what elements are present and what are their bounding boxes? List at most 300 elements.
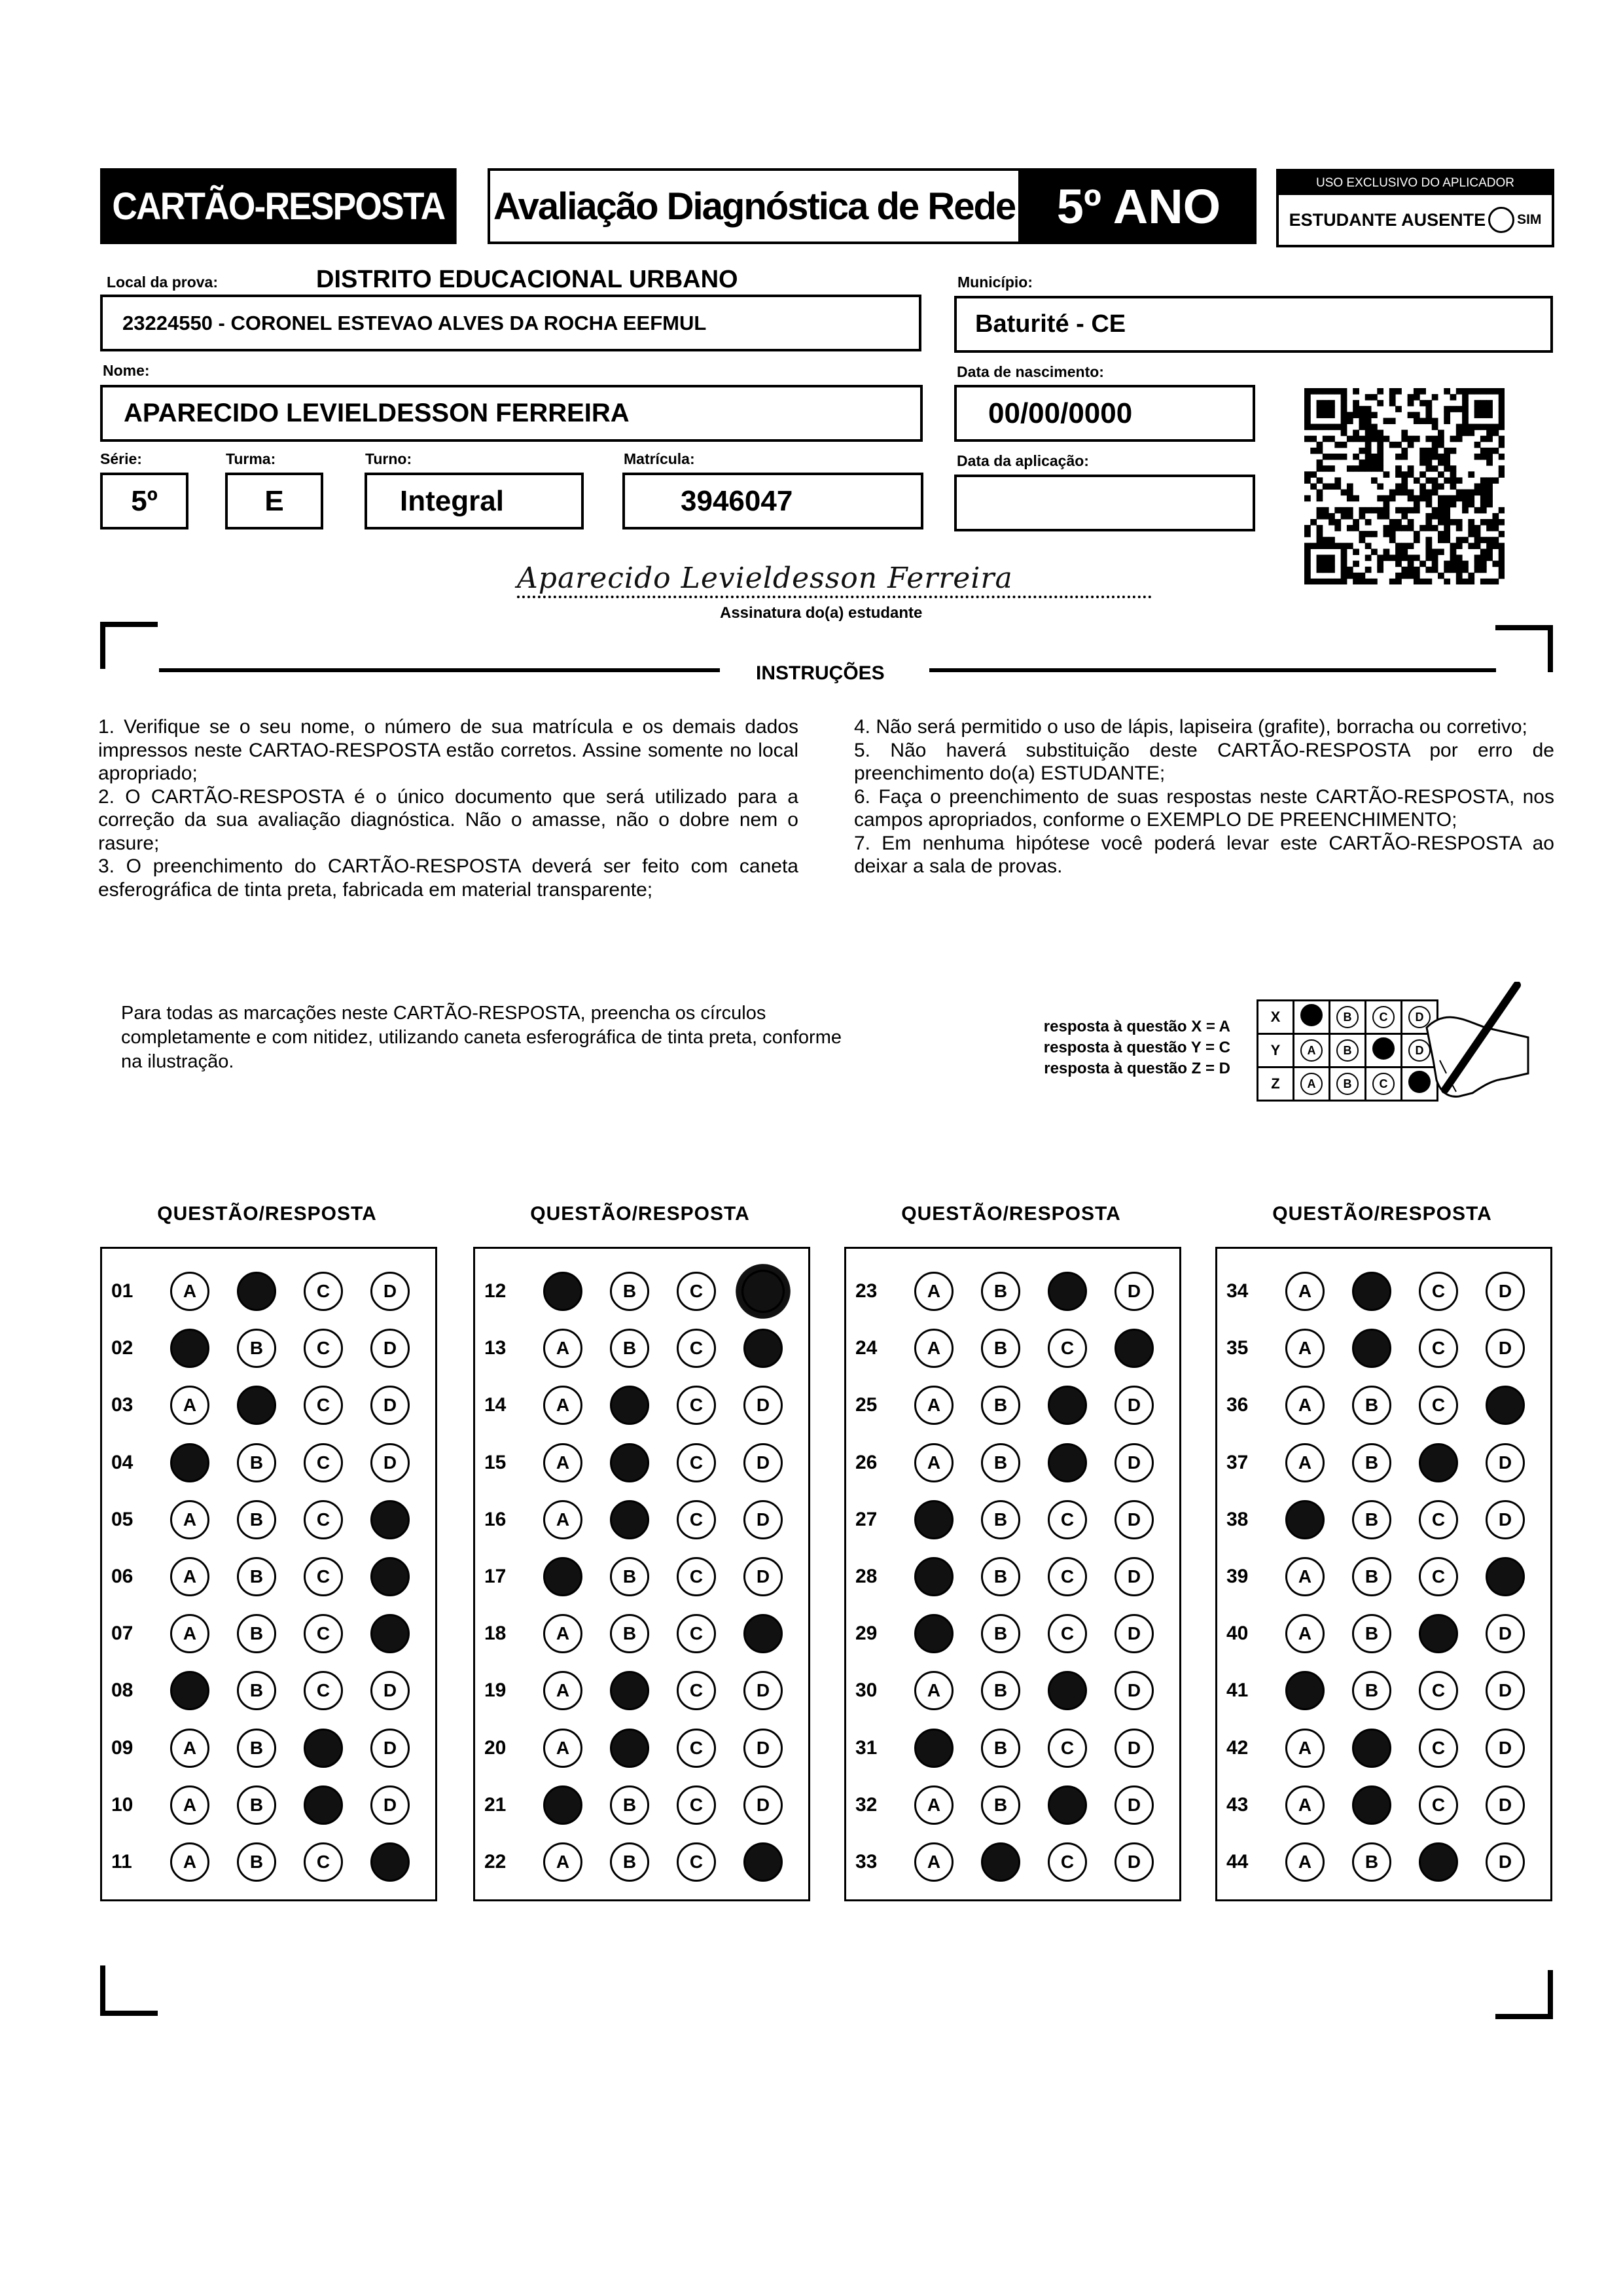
- answer-bubble-a[interactable]: A: [914, 1671, 954, 1710]
- nome-label: Nome:: [103, 362, 150, 379]
- answer-bubble-a[interactable]: A: [543, 1500, 582, 1539]
- answer-bubble-d[interactable]: D: [743, 1500, 783, 1539]
- answer-row: [102, 1782, 437, 1828]
- nascimento-label: Data de nascimento:: [957, 363, 1104, 380]
- signature-line: [517, 596, 1152, 598]
- answer-bubble-b[interactable]: B: [237, 1842, 276, 1882]
- corner-mark-top-right-v: [1548, 625, 1553, 672]
- answer-bubble-a[interactable]: A: [170, 1500, 209, 1539]
- answer-bubble-b[interactable]: B: [237, 1671, 276, 1710]
- aplicacao-field[interactable]: [954, 475, 1255, 531]
- answer-bubble-b[interactable]: B: [981, 1500, 1020, 1539]
- answer-bubble-c[interactable]: C: [304, 1614, 343, 1653]
- answer-bubble-c[interactable]: C: [1048, 1842, 1087, 1882]
- question-number: 35: [1226, 1337, 1249, 1359]
- answer-bubble-c[interactable]: C: [1419, 1671, 1458, 1710]
- answer-bubble-d[interactable]: D: [370, 1671, 410, 1710]
- answer-bubble-d[interactable]: D: [1115, 1386, 1154, 1425]
- answer-bubble-c[interactable]: C: [304, 1386, 343, 1425]
- answer-row: [846, 1668, 1181, 1713]
- answer-row: [846, 1725, 1181, 1771]
- question-number: 10: [111, 1793, 134, 1816]
- example-row: [1258, 1067, 1438, 1101]
- answer-row: [1217, 1440, 1552, 1486]
- instruction-item: 6. Faça o preenchimento de suas respostas neste CARTÃO-RESPOSTA, nos campos apropriados, conforme o EXEMPLO DE PREENCHIMENTO;: [854, 785, 1554, 831]
- answer-bubble-a[interactable]: A: [1285, 1557, 1325, 1596]
- local-district: DISTRITO EDUCACIONAL URBANO: [316, 266, 738, 293]
- answer-bubble-a[interactable]: [170, 1329, 209, 1368]
- answer-bubble-b[interactable]: B: [610, 1272, 649, 1311]
- answer-bubble-c[interactable]: C: [1419, 1557, 1458, 1596]
- answer-bubble-b[interactable]: B: [610, 1614, 649, 1653]
- corner-mark-top-right: [1495, 625, 1553, 630]
- answer-bubble-d[interactable]: [370, 1842, 410, 1882]
- answer-bubble-d[interactable]: [370, 1614, 410, 1653]
- example-bubble-c: C: [1372, 1006, 1395, 1028]
- answer-bubble-b[interactable]: B: [237, 1500, 276, 1539]
- answer-row: [102, 1725, 437, 1771]
- answer-bubble-a[interactable]: A: [170, 1386, 209, 1425]
- answer-row: [846, 1325, 1181, 1371]
- example-answer-line: resposta à questão Z = D: [1044, 1060, 1230, 1077]
- answer-bubble-a[interactable]: A: [543, 1386, 582, 1425]
- answer-bubble-b[interactable]: [610, 1386, 649, 1425]
- question-number: 14: [484, 1394, 507, 1416]
- answer-bubble-a[interactable]: A: [914, 1386, 954, 1425]
- answer-bubble-b[interactable]: B: [981, 1729, 1020, 1768]
- instructions-rule-left: [159, 668, 720, 672]
- answer-bubble-c[interactable]: C: [304, 1443, 343, 1482]
- answer-bubble-d[interactable]: [743, 1614, 783, 1653]
- answer-bubble-d[interactable]: D: [1486, 1729, 1525, 1768]
- question-number: 15: [484, 1451, 507, 1473]
- answer-bubble-b[interactable]: B: [237, 1329, 276, 1368]
- answer-bubble-c[interactable]: C: [304, 1329, 343, 1368]
- answer-bubble-c[interactable]: C: [677, 1443, 716, 1482]
- answer-row: [1217, 1839, 1552, 1885]
- question-number: 37: [1226, 1451, 1249, 1473]
- answer-bubble-b[interactable]: [1352, 1785, 1391, 1825]
- example-row: [1258, 1034, 1438, 1067]
- instructions-rule-right: [929, 668, 1496, 672]
- answer-bubble-b[interactable]: [1352, 1329, 1391, 1368]
- example-bubble-b: B: [1336, 1006, 1359, 1028]
- answer-bubble-b[interactable]: B: [237, 1785, 276, 1825]
- instruction-item: 7. Em nenhuma hipótese você poderá levar este CARTÃO-RESPOSTA ao deixar a sala de provas.: [854, 832, 1554, 877]
- answer-bubble-c[interactable]: C: [1048, 1557, 1087, 1596]
- answer-bubble-d[interactable]: D: [743, 1729, 783, 1768]
- answer-bubble-a[interactable]: [914, 1500, 954, 1539]
- answer-bubble-d[interactable]: D: [1486, 1500, 1525, 1539]
- question-number: 22: [484, 1851, 507, 1873]
- question-number: 06: [111, 1566, 134, 1587]
- corner-mark-top-left-v: [100, 622, 105, 669]
- answer-bubble-a[interactable]: [1285, 1671, 1325, 1710]
- answer-bubble-c[interactable]: C: [677, 1785, 716, 1825]
- answer-bubble-b[interactable]: [1352, 1729, 1391, 1768]
- nome-field: APARECIDO LEVIELDESSON FERREIRA: [100, 385, 923, 442]
- absent-label: ESTUDANTE AUSENTE: [1289, 209, 1486, 230]
- matricula-label: Matrícula:: [624, 450, 695, 467]
- answer-bubble-a[interactable]: A: [543, 1443, 582, 1482]
- signature-label: Assinatura do(a) estudante: [720, 604, 923, 622]
- instruction-item: 5. Não haverá substituição deste CARTÃO-RESPOSTA por erro de preenchimento do(a) ESTUDANTE;: [854, 739, 1554, 784]
- example-grid: [1257, 999, 1438, 1102]
- answer-bubble-d[interactable]: D: [1486, 1614, 1525, 1653]
- turma-label: Turma:: [226, 450, 276, 467]
- answer-bubble-a[interactable]: [1285, 1500, 1325, 1539]
- answer-bubble-c[interactable]: C: [677, 1671, 716, 1710]
- question-number: 31: [855, 1736, 878, 1759]
- question-number: 20: [484, 1736, 507, 1759]
- answer-bubble-c[interactable]: C: [677, 1386, 716, 1425]
- example-bubble-a: [1300, 1004, 1323, 1026]
- example-cell: [1294, 1034, 1330, 1067]
- example-bubble-c: C: [1372, 1073, 1395, 1095]
- example-question-label: Z: [1258, 1067, 1294, 1101]
- corner-mark-bottom-left-v: [100, 1965, 105, 2016]
- corner-mark-bottom-left: [100, 2011, 158, 2016]
- example-bubble-b: B: [1336, 1073, 1359, 1095]
- answer-bubble-d[interactable]: [370, 1557, 410, 1596]
- answer-bubble-c[interactable]: C: [1048, 1614, 1087, 1653]
- answer-bubble-b[interactable]: B: [981, 1614, 1020, 1653]
- example-bubble-d: D: [1408, 1006, 1431, 1028]
- nascimento-field: 00/00/0000: [954, 385, 1255, 442]
- answer-bubble-d[interactable]: D: [370, 1785, 410, 1825]
- answer-bubble-a[interactable]: [914, 1729, 954, 1768]
- answer-bubble-b[interactable]: B: [981, 1671, 1020, 1710]
- example-question-label: Y: [1258, 1034, 1294, 1067]
- answer-bubble-a[interactable]: A: [543, 1329, 582, 1368]
- answer-bubble-b[interactable]: B: [1352, 1557, 1391, 1596]
- answer-bubble-a[interactable]: A: [1285, 1785, 1325, 1825]
- answer-bubble-c[interactable]: C: [677, 1272, 716, 1311]
- answer-bubble-d[interactable]: D: [1115, 1272, 1154, 1311]
- answer-bubble-c[interactable]: [1048, 1785, 1087, 1825]
- answer-bubble-c[interactable]: C: [304, 1671, 343, 1710]
- answer-bubble-b[interactable]: B: [1352, 1614, 1391, 1653]
- answer-bubble-d[interactable]: D: [1486, 1785, 1525, 1825]
- answer-bubble-d[interactable]: D: [370, 1443, 410, 1482]
- answer-bubble-a[interactable]: A: [914, 1785, 954, 1825]
- answer-bubble-a[interactable]: A: [170, 1557, 209, 1596]
- answer-bubble-a[interactable]: A: [1285, 1614, 1325, 1653]
- answer-bubble-d[interactable]: D: [1115, 1785, 1154, 1825]
- answer-bubble-c[interactable]: [304, 1785, 343, 1825]
- instruction-item: 4. Não será permitido o uso de lápis, lapiseira (grafite), borracha ou corretivo;: [854, 716, 1527, 738]
- answer-bubble-b[interactable]: B: [981, 1329, 1020, 1368]
- answer-bubble-b[interactable]: B: [981, 1386, 1020, 1425]
- answer-bubble-a[interactable]: [170, 1443, 209, 1482]
- answer-column-1: [100, 1247, 437, 1901]
- answer-row: [102, 1668, 437, 1713]
- answer-bubble-a[interactable]: A: [914, 1272, 954, 1311]
- answer-bubble-d[interactable]: [743, 1842, 783, 1882]
- answer-bubble-d[interactable]: [1115, 1329, 1154, 1368]
- question-number: 44: [1226, 1851, 1249, 1873]
- serie-label: Série:: [100, 450, 142, 467]
- answer-bubble-d[interactable]: D: [1115, 1729, 1154, 1768]
- turno-label: Turno:: [365, 450, 412, 467]
- qr-code-icon: [1304, 388, 1505, 584]
- answer-bubble-d[interactable]: D: [1486, 1272, 1525, 1311]
- answer-bubble-a[interactable]: A: [914, 1443, 954, 1482]
- answer-bubble-c[interactable]: C: [304, 1272, 343, 1311]
- answer-section-title: QUESTÃO/RESPOSTA: [901, 1203, 1121, 1225]
- instruction-item: 3. O preenchimento do CARTÃO-RESPOSTA deverá ser feito com caneta esferográfica de tinta preta, fabricada em material transparente;: [98, 855, 798, 901]
- answer-bubble-d[interactable]: D: [1115, 1557, 1154, 1596]
- municipio-field: Baturité - CE: [954, 296, 1553, 353]
- answer-bubble-a[interactable]: A: [543, 1671, 582, 1710]
- answer-bubble-c[interactable]: C: [1419, 1785, 1458, 1825]
- answer-bubble-d[interactable]: D: [743, 1785, 783, 1825]
- answer-row: [1217, 1725, 1552, 1771]
- answer-bubble-b[interactable]: B: [610, 1785, 649, 1825]
- answer-bubble-c[interactable]: C: [1419, 1500, 1458, 1539]
- corner-mark-top-left: [100, 622, 158, 627]
- answer-row: [475, 1725, 810, 1771]
- answer-bubble-b[interactable]: B: [981, 1272, 1020, 1311]
- answer-bubble-a[interactable]: A: [170, 1614, 209, 1653]
- answer-bubble-c[interactable]: C: [677, 1557, 716, 1596]
- question-number: 28: [855, 1566, 878, 1587]
- answer-bubble-d[interactable]: D: [1486, 1842, 1525, 1882]
- question-number: 01: [111, 1280, 134, 1302]
- example-question-label: X: [1258, 1001, 1294, 1034]
- answer-bubble-c[interactable]: [1048, 1272, 1087, 1311]
- question-number: 33: [855, 1851, 878, 1873]
- answer-bubble-d[interactable]: [743, 1329, 783, 1368]
- answer-column-4: [1215, 1247, 1552, 1901]
- question-number: 34: [1226, 1280, 1249, 1302]
- example-bubble-a: A: [1300, 1073, 1323, 1095]
- hand-pen-icon: [1420, 982, 1551, 1113]
- answer-bubble-d[interactable]: D: [743, 1386, 783, 1425]
- school-field: 23224550 - CORONEL ESTEVAO ALVES DA ROCHA EEFMUL: [100, 295, 921, 351]
- question-number: 29: [855, 1623, 878, 1645]
- answer-bubble-b[interactable]: [610, 1729, 649, 1768]
- answer-row: [475, 1782, 810, 1828]
- answer-bubble-d[interactable]: D: [1486, 1671, 1525, 1710]
- example-bubble-b: B: [1336, 1039, 1359, 1062]
- answer-bubble-c[interactable]: C: [1048, 1329, 1087, 1368]
- answer-bubble-d[interactable]: D: [370, 1386, 410, 1425]
- example-cell: [1330, 1034, 1366, 1067]
- answer-bubble-d[interactable]: D: [1115, 1671, 1154, 1710]
- answer-bubble-a[interactable]: A: [1285, 1386, 1325, 1425]
- question-number: 32: [855, 1793, 878, 1816]
- answer-bubble-a[interactable]: [914, 1557, 954, 1596]
- answer-column-2: [473, 1247, 810, 1901]
- answer-bubble-b[interactable]: B: [1352, 1500, 1391, 1539]
- answer-bubble-a[interactable]: A: [543, 1614, 582, 1653]
- answer-bubble-b[interactable]: [981, 1842, 1020, 1882]
- answer-bubble-d[interactable]: D: [1115, 1842, 1154, 1882]
- answer-bubble-a[interactable]: A: [543, 1842, 582, 1882]
- example-answer-line: resposta à questão Y = C: [1043, 1039, 1230, 1056]
- question-number: 18: [484, 1623, 507, 1645]
- answer-bubble-c[interactable]: C: [677, 1329, 716, 1368]
- answer-bubble-b[interactable]: B: [237, 1614, 276, 1653]
- answer-bubble-c[interactable]: C: [677, 1500, 716, 1539]
- instruction-item: 2. O CARTÃO-RESPOSTA é o único documento que será utilizado para a correção da sua avaliação diagnóstica. Não o amasse, não o dobre nem o rasure;: [98, 785, 798, 854]
- answer-bubble-c[interactable]: C: [1048, 1729, 1087, 1768]
- answer-bubble-b[interactable]: [610, 1500, 649, 1539]
- answer-bubble-c[interactable]: [1048, 1386, 1087, 1425]
- answer-row: [1217, 1554, 1552, 1600]
- answer-bubble-a[interactable]: A: [543, 1729, 582, 1768]
- answer-bubble-a[interactable]: A: [170, 1785, 209, 1825]
- question-number: 26: [855, 1451, 878, 1473]
- answer-bubble-a[interactable]: A: [170, 1729, 209, 1768]
- answer-bubble-b[interactable]: B: [1352, 1386, 1391, 1425]
- answer-bubble-d[interactable]: D: [1486, 1443, 1525, 1482]
- answer-bubble-d[interactable]: [736, 1264, 791, 1319]
- answer-bubble-a[interactable]: A: [170, 1272, 209, 1311]
- answer-bubble-a[interactable]: [543, 1272, 582, 1311]
- answer-bubble-b[interactable]: [610, 1443, 649, 1482]
- answer-bubble-b[interactable]: B: [1352, 1671, 1391, 1710]
- answer-bubble-b[interactable]: B: [237, 1557, 276, 1596]
- answer-bubble-b[interactable]: B: [1352, 1842, 1391, 1882]
- answer-row: [1217, 1668, 1552, 1713]
- answer-bubble-b[interactable]: [237, 1386, 276, 1425]
- serie-field: 5º: [100, 473, 188, 529]
- matricula-field: 3946047: [622, 473, 923, 529]
- applicator-label: USO EXCLUSIVO DO APLICADOR: [1279, 171, 1552, 195]
- answer-bubble-d[interactable]: D: [370, 1329, 410, 1368]
- answer-bubble-d[interactable]: D: [1115, 1500, 1154, 1539]
- example-cell: [1366, 1001, 1402, 1034]
- answer-bubble-d[interactable]: D: [1115, 1614, 1154, 1653]
- answer-bubble-c[interactable]: [304, 1729, 343, 1768]
- answer-bubble-b[interactable]: B: [237, 1443, 276, 1482]
- answer-row: [475, 1497, 810, 1543]
- answer-row: [846, 1611, 1181, 1657]
- question-number: 04: [111, 1451, 134, 1473]
- answer-bubble-b[interactable]: B: [981, 1443, 1020, 1482]
- answer-bubble-c[interactable]: C: [304, 1500, 343, 1539]
- answer-bubble-a[interactable]: [914, 1614, 954, 1653]
- card-title: CARTÃO-RESPOSTA: [100, 168, 457, 244]
- signature: Aparecido Levieldesson Ferreira: [517, 562, 1013, 595]
- example-bubble-d: D: [1408, 1039, 1431, 1062]
- question-number: 02: [111, 1337, 134, 1359]
- question-number: 07: [111, 1623, 134, 1645]
- answer-bubble-a[interactable]: A: [1285, 1272, 1325, 1311]
- answer-bubble-b[interactable]: B: [610, 1329, 649, 1368]
- instructions-title: INSTRUÇÕES: [756, 662, 885, 684]
- answer-bubble-c[interactable]: C: [304, 1842, 343, 1882]
- answer-bubble-d[interactable]: D: [1486, 1329, 1525, 1368]
- answer-bubble-a[interactable]: A: [1285, 1729, 1325, 1768]
- answer-bubble-b[interactable]: [1352, 1272, 1391, 1311]
- answer-bubble-b[interactable]: B: [981, 1785, 1020, 1825]
- answer-bubble-d[interactable]: [1486, 1557, 1525, 1596]
- answer-bubble-d[interactable]: D: [743, 1557, 783, 1596]
- answer-bubble-c[interactable]: [1419, 1443, 1458, 1482]
- answer-bubble-a[interactable]: [543, 1557, 582, 1596]
- question-number: 42: [1226, 1736, 1249, 1759]
- answer-bubble-c[interactable]: C: [1419, 1329, 1458, 1368]
- answer-bubble-c[interactable]: C: [677, 1842, 716, 1882]
- example-cell: [1330, 1067, 1366, 1101]
- answer-bubble-c[interactable]: [1419, 1614, 1458, 1653]
- answer-bubble-d[interactable]: D: [743, 1443, 783, 1482]
- question-number: 43: [1226, 1793, 1249, 1816]
- answer-row: [846, 1382, 1181, 1428]
- answer-bubble-d[interactable]: [370, 1500, 410, 1539]
- answer-row: [475, 1554, 810, 1600]
- answer-bubble-b[interactable]: [237, 1272, 276, 1311]
- answer-bubble-c[interactable]: C: [1419, 1386, 1458, 1425]
- answer-bubble-d[interactable]: D: [370, 1729, 410, 1768]
- example-cell: [1366, 1034, 1402, 1067]
- answer-bubble-a[interactable]: A: [1285, 1329, 1325, 1368]
- answer-row: [475, 1325, 810, 1371]
- answer-bubble-c[interactable]: C: [1419, 1272, 1458, 1311]
- answer-bubble-b[interactable]: B: [1352, 1443, 1391, 1482]
- answer-bubble-c[interactable]: C: [677, 1729, 716, 1768]
- answer-section-title: QUESTÃO/RESPOSTA: [1272, 1203, 1492, 1225]
- answer-bubble-d[interactable]: [1486, 1386, 1525, 1425]
- example-answer-line: resposta à questão X = A: [1043, 1018, 1230, 1035]
- answer-bubble-a[interactable]: [170, 1671, 209, 1710]
- answer-bubble-a[interactable]: A: [1285, 1842, 1325, 1882]
- question-number: 36: [1226, 1394, 1249, 1416]
- answer-bubble-a[interactable]: A: [914, 1329, 954, 1368]
- question-number: 40: [1226, 1623, 1249, 1645]
- answer-bubble-d[interactable]: D: [1115, 1443, 1154, 1482]
- answer-row: [475, 1382, 810, 1428]
- answer-bubble-a[interactable]: A: [170, 1842, 209, 1882]
- answer-bubble-d[interactable]: D: [370, 1272, 410, 1311]
- answer-bubble-c[interactable]: C: [1419, 1729, 1458, 1768]
- answer-row: [102, 1554, 437, 1600]
- answer-bubble-a[interactable]: [543, 1785, 582, 1825]
- answer-bubble-b[interactable]: B: [610, 1842, 649, 1882]
- absent-option-label: SIM: [1517, 212, 1542, 227]
- answer-bubble-b[interactable]: B: [237, 1729, 276, 1768]
- answer-bubble-b[interactable]: B: [610, 1557, 649, 1596]
- answer-bubble-b[interactable]: B: [981, 1557, 1020, 1596]
- answer-row: [475, 1268, 810, 1314]
- answer-bubble-a[interactable]: A: [1285, 1443, 1325, 1482]
- answer-bubble-b[interactable]: [610, 1671, 649, 1710]
- exam-title: Avaliação Diagnóstica de Rede: [488, 168, 1021, 244]
- question-number: 05: [111, 1508, 134, 1530]
- answer-bubble-a[interactable]: A: [914, 1842, 954, 1882]
- answer-bubble-d[interactable]: D: [743, 1671, 783, 1710]
- aplicacao-label: Data da aplicação:: [957, 452, 1089, 469]
- answer-bubble-c[interactable]: C: [677, 1614, 716, 1653]
- question-number: 11: [111, 1851, 132, 1873]
- answer-bubble-c[interactable]: [1048, 1671, 1087, 1710]
- instruction-item: 1. Verifique se o seu nome, o número de sua matrícula e os demais dados impressos neste CARTAO-RESPOSTA estão corretos. Assine somente no local apropriado;: [98, 716, 798, 784]
- answer-row: [102, 1611, 437, 1657]
- answer-bubble-c[interactable]: C: [1048, 1500, 1087, 1539]
- question-number: 23: [855, 1280, 878, 1302]
- answer-row: [1217, 1611, 1552, 1657]
- answer-bubble-c[interactable]: [1048, 1443, 1087, 1482]
- answer-row: [102, 1440, 437, 1486]
- answer-bubble-c[interactable]: [1419, 1842, 1458, 1882]
- answer-bubble-c[interactable]: C: [304, 1557, 343, 1596]
- turma-field: E: [225, 473, 323, 529]
- absent-checkbox[interactable]: [1488, 207, 1514, 233]
- question-number: 03: [111, 1394, 134, 1416]
